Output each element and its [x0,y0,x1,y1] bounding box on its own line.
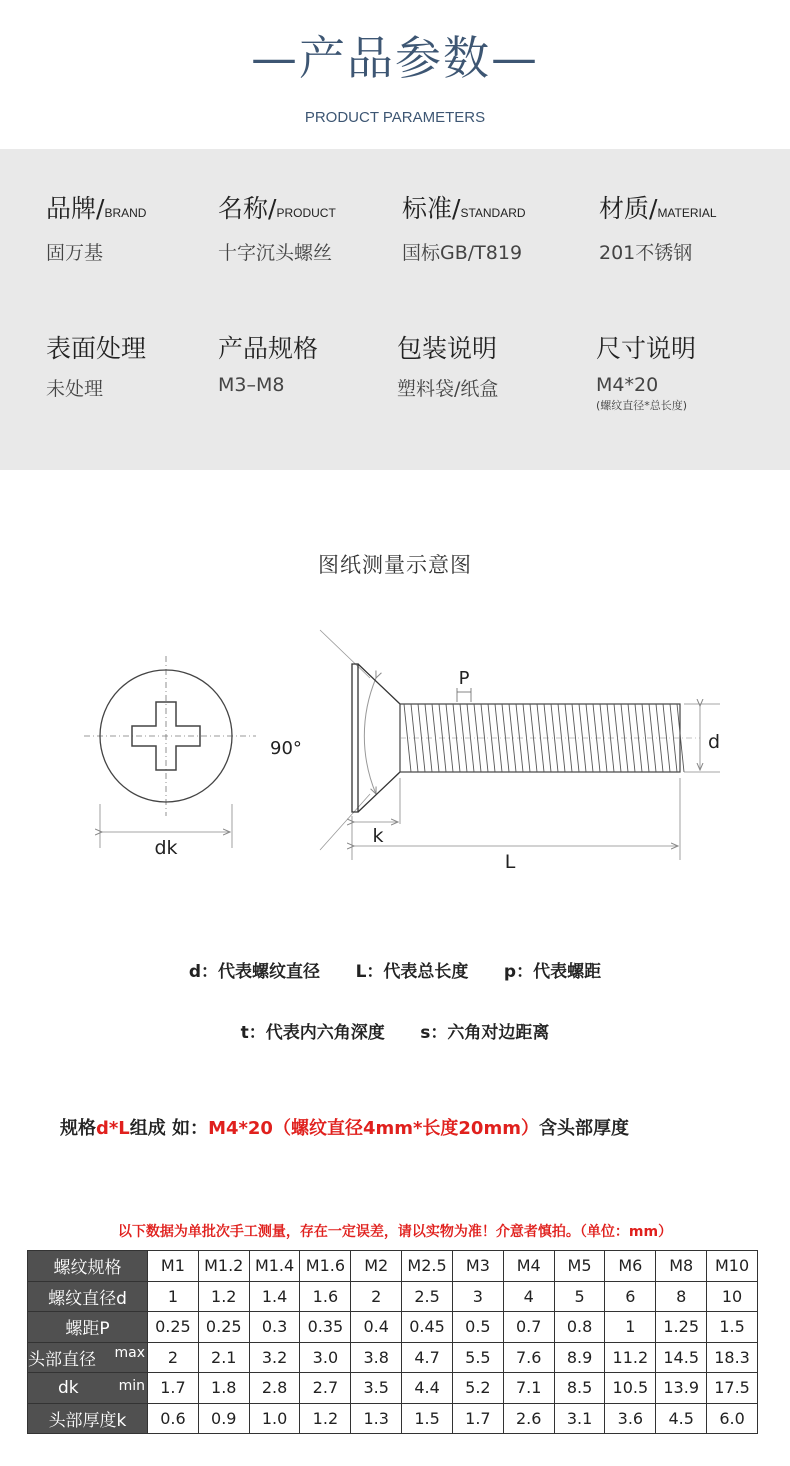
thread-line [537,704,544,772]
table-cell: 4.4 [402,1373,453,1404]
dim-d-label: d [708,731,721,753]
table-cell: 3.0 [300,1342,351,1373]
table-cell: 2 [351,1281,402,1312]
param-value: 塑料袋/纸盒 [397,378,499,400]
table-cell: 1.8 [198,1373,249,1404]
screw-side-view [270,630,720,873]
spec-table [27,1250,758,1434]
table-cell: 1.7 [452,1403,503,1434]
table-cell: 1.25 [656,1312,707,1343]
table-cell: 13.9 [656,1373,707,1404]
param-standard [402,193,526,265]
table-cell: 1 [605,1312,656,1343]
table-cell: 11.2 [605,1342,656,1373]
thread-line [628,704,635,772]
table-cell: 2.1 [198,1342,249,1373]
param-label-en: BRAND [104,206,147,220]
param-note: (螺纹直径*总长度) [596,399,688,412]
screw-diagram [60,618,740,878]
dim-p-label: P [458,668,470,689]
param-label-en: STANDARD [460,206,526,220]
row-label: 头部厚度k [28,1403,148,1434]
size-header-cell: M1.6 [300,1251,351,1282]
param-spec [218,333,318,396]
row-label: 头部直径 max [28,1342,148,1373]
table-cell: 1.7 [148,1373,199,1404]
table-cell: 4.7 [402,1342,453,1373]
row-label: 螺距P [28,1312,148,1343]
table-cell: 17.5 [707,1373,758,1404]
table-cell: 2 [148,1342,199,1373]
param-value: 十字沉头螺丝 [218,242,333,264]
param-value: 201不锈钢 [599,242,693,264]
table-cell: 5.5 [452,1342,503,1373]
legend-line-1: d：代表螺纹直径 L：代表总长度 p：代表螺距 [188,962,602,982]
table-cell: 0.35 [300,1312,351,1343]
size-header-cell: M3 [452,1251,503,1282]
dim-k-label: k [372,825,384,847]
table-row [28,1312,758,1343]
table-cell: 10.5 [605,1373,656,1404]
table-cell: 1.5 [402,1403,453,1434]
table-header-row [28,1251,758,1282]
table-cell: 4 [503,1281,554,1312]
table-cell: 3.8 [351,1342,402,1373]
table-cell: 4.5 [656,1403,707,1434]
thread-line [600,704,607,772]
table-cell: 2.6 [503,1403,554,1434]
measurement-note: 以下数据为单批次手工测量，存在一定误差，请以实物为准！介意者慎拍。（单位：mm） [117,1224,673,1240]
table-cell: 1.6 [300,1281,351,1312]
table-cell: 0.8 [554,1312,605,1343]
row-label: dk min [28,1373,148,1404]
size-header-cell: M8 [656,1251,707,1282]
table-cell: 10 [707,1281,758,1312]
param-label: 名称/ [218,194,277,223]
table-cell: 6.0 [707,1403,758,1434]
param-label: 表面处理 [46,334,147,363]
table-cell: 8 [656,1281,707,1312]
table-cell: 1 [148,1281,199,1312]
table-cell: 7.1 [503,1373,554,1404]
table-cell: 0.7 [503,1312,554,1343]
head-top-view [84,656,256,859]
angle-arc [364,678,376,794]
size-header-cell: M5 [554,1251,605,1282]
param-product [218,193,336,265]
table-cell: 0.45 [402,1312,453,1343]
size-header-cell: M4 [503,1251,554,1282]
table-cell: 6 [605,1281,656,1312]
param-label: 标准/ [402,194,461,223]
param-value: 国标GB/T819 [402,242,523,264]
table-cell: 3 [452,1281,503,1312]
thread-line [418,704,425,772]
thread-line [446,704,453,772]
param-label-en: MATERIAL [657,206,717,220]
page-title: —产品参数— [251,31,539,85]
page-subtitle: PRODUCT PARAMETERS [304,109,486,126]
param-packaging [397,333,498,401]
screw-head-face [352,664,358,812]
table-cell: 1.2 [300,1403,351,1434]
table-cell: 0.25 [198,1312,249,1343]
size-header-cell: M10 [707,1251,758,1282]
size-header-cell: M2 [351,1251,402,1282]
table-cell: 7.6 [503,1342,554,1373]
size-header-cell: M2.5 [402,1251,453,1282]
table-cell: 2.7 [300,1373,351,1404]
table-cell: 8.5 [554,1373,605,1404]
param-label: 材质/ [599,194,658,223]
table-cell: 0.9 [198,1403,249,1434]
param-value: M3–M8 [218,374,285,396]
params-panel [0,149,790,470]
param-brand [46,193,146,265]
table-row [28,1281,758,1312]
table-cell: 3.6 [605,1403,656,1434]
param-label: 产品规格 [218,334,319,363]
param-label: 包装说明 [397,334,498,363]
table-cell: 3.5 [351,1373,402,1404]
table-cell: 0.3 [249,1312,300,1343]
diagram-title: 图纸测量示意图 [318,553,472,577]
size-header-cell: M1.4 [249,1251,300,1282]
param-value: M4*20 [596,374,659,396]
table-cell: 0.6 [148,1403,199,1434]
table-row [28,1342,758,1373]
param-surface [46,333,146,401]
angle-label: 90° [270,738,302,759]
table-cell: 0.25 [148,1312,199,1343]
table-cell: 5.2 [452,1373,503,1404]
table-cell: 1.0 [249,1403,300,1434]
table-cell: 2.5 [402,1281,453,1312]
size-header-cell: M6 [605,1251,656,1282]
table-row [28,1373,758,1404]
table-cell: 14.5 [656,1342,707,1373]
table-cell: 1.2 [198,1281,249,1312]
param-label: 品牌/ [46,194,105,223]
table-cell: 8.9 [554,1342,605,1373]
param-value: 未处理 [46,378,104,400]
dim-dk-label: dk [154,837,178,859]
legend-line-2: t：代表内六角深度 s：六角对边距离 [240,1023,550,1043]
table-cell: 1.4 [249,1281,300,1312]
spec-format-note: 规格d*L组成 如：M4*20（螺纹直径4mm*长度20mm）含头部厚度 [60,1118,629,1139]
size-header-cell: M1 [148,1251,199,1282]
thread-line [509,704,516,772]
table-cell: 1.3 [351,1403,402,1434]
table-cell: 3.2 [249,1342,300,1373]
table-cell: 3.1 [554,1403,605,1434]
table-cell: 1.5 [707,1312,758,1343]
row-label: 螺纹直径d [28,1281,148,1312]
param-label: 尺寸说明 [596,334,697,363]
param-material [599,193,717,265]
table-cell: 2.8 [249,1373,300,1404]
table-cell: 5 [554,1281,605,1312]
table-cell: 0.5 [452,1312,503,1343]
param-label-en: PRODUCT [276,206,336,220]
page-title-block [0,28,790,88]
table-cell: 18.3 [707,1342,758,1373]
dim-l-label: L [504,851,516,873]
param-value: 固万基 [46,242,104,264]
row-label: 螺纹规格 [28,1251,148,1282]
size-header-cell: M1.2 [198,1251,249,1282]
table-cell: 0.4 [351,1312,402,1343]
table-row [28,1403,758,1434]
param-size [596,333,696,413]
